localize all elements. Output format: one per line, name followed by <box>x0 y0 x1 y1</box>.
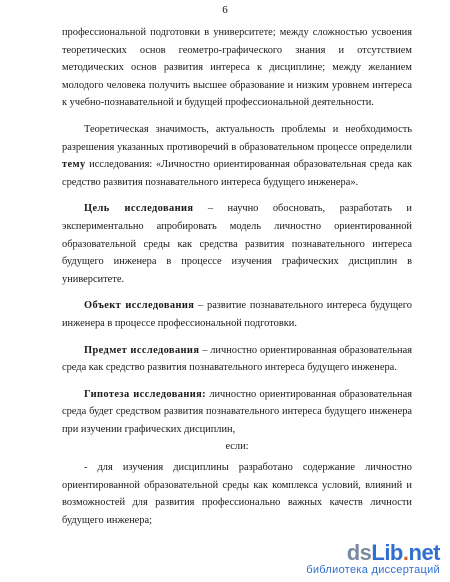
goal-text: – научно обосновать, разработать и экспериментально апробировать модель личностно ориентированной образовательной среды как средства развития познавательного интереса будущего инженера в процессе изучения графических дисциплин в университете. <box>62 203 412 285</box>
hypothesis-term: Гипотеза исследования: <box>84 388 207 400</box>
object-term: Объект исследования <box>84 300 195 312</box>
topic-intro-text: Теоретическая значимость, актуальность проблемы и необходимость разрешения указанных противоречий в образовательном процессе определили <box>62 123 412 153</box>
paragraph-research-goal <box>62 200 412 288</box>
watermark-subtitle: библиотека диссертаций <box>306 564 440 576</box>
paragraph-condition-item: - для изучения дисциплины разработано содержание личностно ориентированной образовательной среды как комплекса условий, влияний и возможностей для развития профессионально важных качеств личности будущего инженера; <box>62 462 412 526</box>
subject-text: – личностно ориентированная образовательная среда как средство развития познавательного интереса будущего инженера. <box>62 344 412 374</box>
topic-text: исследования: «Личностно ориентированная образовательная среда как средство развития познавательного интереса будущего инженера». <box>62 159 412 188</box>
topic-term: тему <box>62 159 86 171</box>
goal-term: Цель исследования <box>84 203 194 215</box>
dslib-watermark <box>306 542 440 576</box>
paragraph-research-subject <box>62 342 412 377</box>
subject-term: Предмет исследования <box>84 344 200 356</box>
paragraph-contradictions: профессиональной подготовки в университете; между сложностью усвоения теоретических основ геометро-графического знания и отсутствием методических основ развития интереса к дисциплине; между желанием молодого человека получить высшее образование и низким уровнем интереса к учебно-познавательной и будущей профессиональной деятельности. <box>62 27 412 109</box>
paragraph-research-topic <box>62 121 412 191</box>
page-number: 6 <box>222 4 228 16</box>
object-text: – развитие познавательного интереса будущего инженера в процессе профессиональной подготовки. <box>62 300 412 329</box>
document-body <box>62 24 412 529</box>
paragraph-research-object <box>62 297 412 332</box>
paragraph-research-hypothesis <box>62 386 412 439</box>
watermark-logo: dsLib.net <box>346 540 440 565</box>
hypothesis-condition: если: <box>225 441 249 453</box>
hypothesis-text: личностно ориентированная образовательная среда будет средством развития познавательного интереса будущего инженера при изучении графических дисциплин, <box>62 388 412 435</box>
